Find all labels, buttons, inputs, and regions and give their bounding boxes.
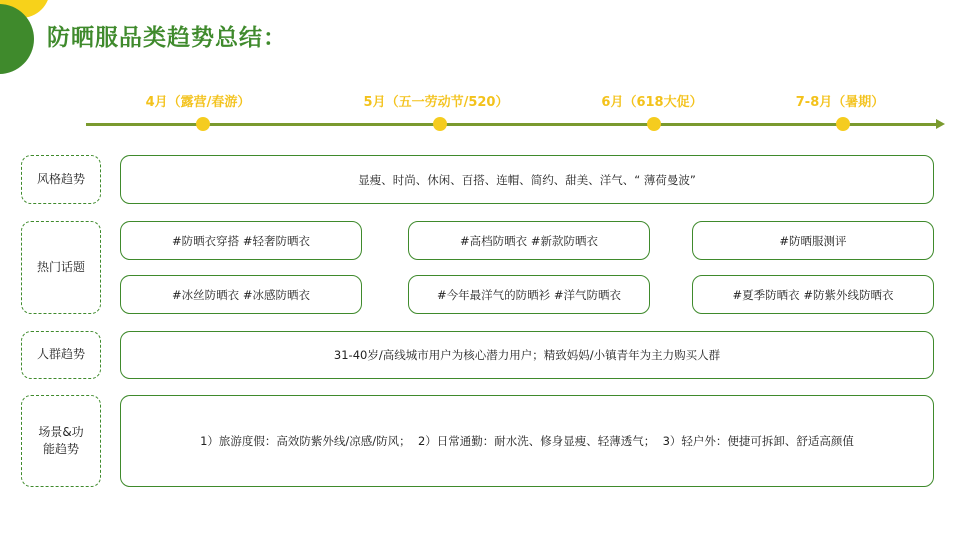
row-label-hot-topics: 热门话题 bbox=[21, 221, 101, 314]
hot-topic-tag: #防晒服测评 bbox=[692, 221, 934, 260]
row-label-scene-line2: 能趋势 bbox=[42, 442, 79, 456]
hot-topic-tag: #高档防晒衣 #新款防晒衣 bbox=[408, 221, 650, 260]
timeline-label-april: 4月（露营/春游） bbox=[145, 95, 251, 110]
timeline-label-summer: 7-8月（暑期） bbox=[795, 95, 885, 110]
hot-topic-tag: #冰丝防晒衣 #冰感防晒衣 bbox=[120, 275, 362, 314]
timeline-dot-april bbox=[196, 117, 210, 131]
scene-function-content: 1）旅游度假：高效防紫外线/凉感/防风； 2）日常通勤：耐水洗、修身显瘦、轻薄透气； 3）轻户外：便捷可拆卸、舒适高颜值 bbox=[120, 395, 934, 487]
style-trend-content: 显瘦、时尚、休闲、百搭、连帽、简约、甜美、洋气、“ 薄荷曼波” bbox=[120, 155, 934, 204]
row-label-scene-function bbox=[21, 395, 101, 487]
crowd-trend-content: 31-40岁/高线城市用户为核心潜力用户；精致妈妈/小镇青年为主力购买人群 bbox=[120, 331, 934, 379]
row-label-style: 风格趋势 bbox=[21, 155, 101, 204]
timeline-dot-june bbox=[647, 117, 661, 131]
row-label-crowd: 人群趋势 bbox=[21, 331, 101, 379]
page-title: 防晒服品类趋势总结： bbox=[47, 25, 287, 51]
timeline-dot-may bbox=[433, 117, 447, 131]
hot-topic-tag: #今年最洋气的防晒衫 #洋气防晒衣 bbox=[408, 275, 650, 314]
timeline-dot-summer bbox=[836, 117, 850, 131]
timeline-label-june: 6月（618大促） bbox=[601, 95, 703, 110]
hot-topic-tag: #防晒衣穿搭 #轻奢防晒衣 bbox=[120, 221, 362, 260]
timeline-label-may: 5月（五一劳动节/520） bbox=[363, 95, 509, 110]
row-label-scene-line1: 场景&功 bbox=[38, 424, 84, 439]
timeline-line bbox=[86, 123, 938, 126]
hot-topic-tag: #夏季防晒衣 #防紫外线防晒衣 bbox=[692, 275, 934, 314]
timeline-arrow-icon bbox=[936, 119, 945, 129]
